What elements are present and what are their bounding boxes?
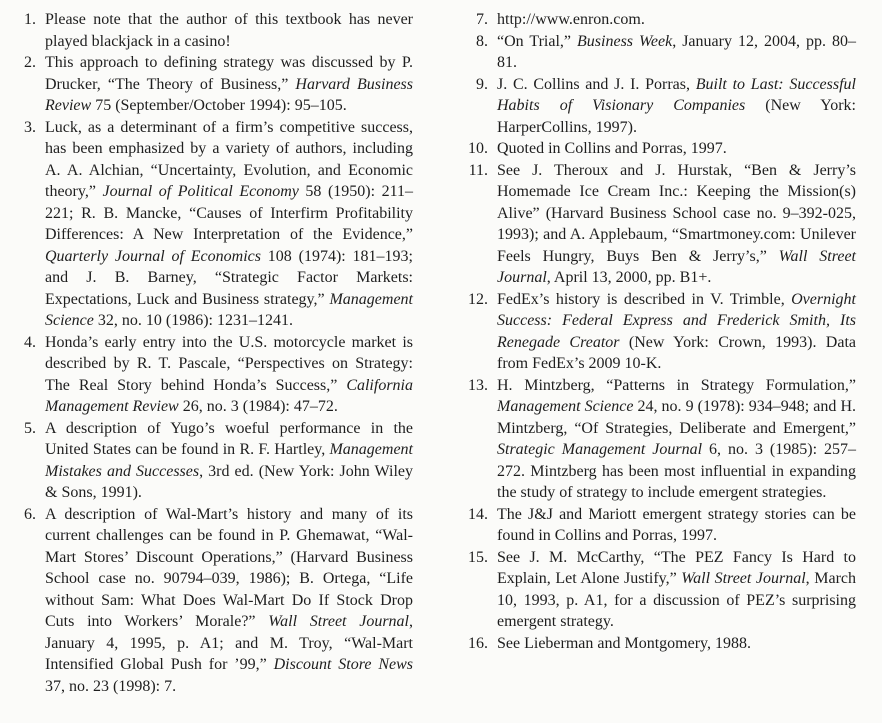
note-number: 13. bbox=[468, 376, 488, 394]
note-text-italic-segment: Wall Street Journal bbox=[268, 613, 409, 630]
note-text-segment: See J. Theroux and J. Hurstak, “Ben & Jerry’s Homemade Ice Cream Inc.: Keeping the Mission(s) Alive” (Harvard Business School case no. 9–392-025, 1993); and A. Applebaum, “Smartmoney.com: Unilever Feels Hungry, Buys Ben & Jerry’s,” bbox=[497, 161, 856, 265]
note-text-segment: Please note that the author of this textbook has never played blackjack in a casino! bbox=[45, 11, 413, 50]
note-text-segment: J. C. Collins and J. I. Porras, bbox=[497, 75, 696, 93]
note-text bbox=[497, 504, 856, 547]
note-item-15 bbox=[460, 547, 856, 633]
note-number: 10. bbox=[468, 140, 488, 157]
note-item-8 bbox=[460, 31, 856, 74]
note-number: 5. bbox=[24, 419, 36, 437]
note-item-7 bbox=[460, 9, 856, 31]
note-text-segment: See J. M. McCarthy, “The PEZ Fancy Is Hard to Explain, Let Alone Justify,” bbox=[497, 548, 856, 587]
note-text bbox=[497, 633, 856, 655]
note-number: 9. bbox=[476, 75, 488, 93]
note-text-italic-segment: Wall Street Journal bbox=[497, 247, 856, 286]
note-item-13 bbox=[460, 375, 856, 504]
note-number: 8. bbox=[476, 32, 488, 50]
note-text bbox=[497, 31, 856, 74]
note-text-segment: Quoted in Collins and Porras, 1997. bbox=[497, 140, 727, 157]
note-text-segment: , January 12, 2004, pp. 80–81. bbox=[497, 32, 856, 71]
note-text-italic-segment: Built to Last: Successful Habits of Visionary Companies bbox=[497, 75, 857, 114]
note-number: 3. bbox=[24, 118, 36, 136]
note-text-segment: , March 10, 1993, p. A1, for a discussion of PEZ’s surprising emergent strategy. bbox=[497, 570, 856, 630]
note-text-segment: The J&J and Mariott emergent strategy stories can be found in Collins and Porras, 1997. bbox=[497, 505, 856, 544]
note-number: 14. bbox=[468, 505, 488, 523]
note-item-11 bbox=[460, 160, 856, 289]
note-text-segment: 32, no. 10 (1986): 1231–1241. bbox=[93, 312, 293, 329]
note-text-segment: Honda’s early entry into the U.S. motorcycle market is described by R. T. Pascale, “Perspectives on Strategy: The Real Story behind Honda’s Success,” bbox=[45, 333, 413, 394]
note-number: 12. bbox=[468, 290, 488, 308]
note-text-segment: “On Trial,” bbox=[497, 32, 578, 50]
note-text bbox=[45, 332, 413, 418]
note-text-segment: Luck, as a determinant of a firm’s competitive success, has been emphasized by a variety of authors, including A. A. Alchian, “Uncertainty, Evolution, and Economic theory,” bbox=[45, 118, 413, 200]
note-text-italic-segment: Business Week bbox=[577, 32, 673, 50]
note-item-12 bbox=[460, 289, 856, 375]
note-text bbox=[45, 418, 413, 504]
note-text-segment: A description of Yugo’s woeful performance in the United States can be found in R. F. Hartley, bbox=[45, 419, 413, 458]
note-text-segment: 108 (1974): 181–193; and J. B. Barney, “Strategic Factor Markets: Expectations, Luck and Business strategy,” bbox=[45, 247, 413, 308]
note-item-9 bbox=[460, 74, 856, 139]
note-number: 7. bbox=[476, 11, 488, 28]
note-text bbox=[497, 375, 856, 504]
note-number: 1. bbox=[24, 11, 36, 28]
note-text-italic-segment: Overnight Success: Federal Express and Frederick Smith, Its Renegade Creator bbox=[497, 290, 856, 351]
note-number: 2. bbox=[24, 54, 36, 71]
note-text-italic-segment: California Management Review bbox=[45, 376, 413, 415]
note-number: 4. bbox=[24, 333, 36, 351]
note-item-2 bbox=[8, 52, 413, 117]
note-text bbox=[497, 9, 856, 31]
note-text bbox=[497, 547, 856, 633]
note-text-segment: , 3rd ed. (New York: John Wiley & Sons, 1991). bbox=[45, 462, 413, 501]
note-text-segment: 26, no. 3 (1984): 47–72. bbox=[178, 398, 338, 415]
note-text-italic-segment: Management Science bbox=[497, 398, 634, 415]
note-item-16 bbox=[460, 633, 856, 655]
note-text-italic-segment: Quarterly Journal of Economics bbox=[45, 247, 261, 265]
note-number: 11. bbox=[468, 161, 488, 179]
note-text-segment: 24, no. 9 (1978): 934–948; and H. Mintzberg, “Of Strategies, Deliberate and Emergent,” bbox=[497, 398, 856, 437]
note-item-14 bbox=[460, 504, 856, 547]
note-item-6 bbox=[8, 504, 413, 698]
note-text bbox=[497, 74, 856, 139]
endnotes-column-left bbox=[8, 9, 413, 723]
note-text-segment: See Lieberman and Montgomery, 1988. bbox=[497, 634, 752, 652]
note-text bbox=[45, 504, 413, 698]
note-text bbox=[497, 160, 856, 289]
note-text-segment: (New York: HarperCollins, 1997). bbox=[497, 97, 857, 136]
note-text-italic-segment: Strategic Management Journal bbox=[497, 441, 703, 458]
note-text-italic-segment: Wall Street Journal bbox=[681, 570, 806, 587]
note-item-5 bbox=[8, 418, 413, 504]
note-number: 6. bbox=[24, 505, 36, 523]
note-text bbox=[497, 138, 856, 160]
note-text bbox=[45, 9, 413, 52]
note-text-segment: 58 (1950): 211–221; R. B. Mancke, “Causes of Interfirm Profitability Differences: A New Interpretation of the Evidence,” bbox=[45, 183, 413, 243]
note-text bbox=[45, 117, 413, 332]
note-text bbox=[45, 52, 413, 117]
note-number: 16. bbox=[468, 634, 488, 652]
note-text-segment: , January 4, 1995, p. A1; and M. Troy, “Wal-Mart Intensified Global Push for ’99,” bbox=[45, 613, 413, 673]
note-text-segment: 75 (September/October 1994): 95–105. bbox=[91, 97, 347, 114]
note-text-segment: FedEx’s history is described in V. Trimble, bbox=[497, 290, 792, 308]
note-text-italic-segment: Discount Store News bbox=[273, 656, 414, 673]
note-text-segment: 37, no. 23 (1998): 7. bbox=[45, 677, 177, 695]
note-text-italic-segment: Journal of Political Economy bbox=[102, 183, 299, 200]
endnotes-column-right bbox=[460, 9, 856, 723]
note-item-4 bbox=[8, 332, 413, 418]
note-text bbox=[497, 289, 856, 375]
note-number: 15. bbox=[468, 548, 488, 566]
note-text-italic-segment: Management Mistakes and Successes bbox=[45, 441, 413, 480]
note-text-segment: H. Mintzberg, “Patterns in Strategy Formulation,” bbox=[497, 376, 856, 394]
note-text-segment: http://www.enron.com. bbox=[497, 11, 645, 28]
note-text-segment: A description of Wal-Mart’s history and many of its current challenges can be found in P. Ghemawat, “Wal-Mart Stores’ Discount Operations,” (Harvard Business School case no. 90794–039, 1986); B. Ortega, “Life without Sam: What Does Wal-Mart Do If Stock Drop Cuts into Workers’ Morale?” bbox=[45, 505, 413, 630]
note-item-1 bbox=[8, 9, 413, 52]
note-item-10 bbox=[460, 138, 856, 160]
note-text-italic-segment: Harvard Business Review bbox=[45, 75, 414, 114]
note-item-3 bbox=[8, 117, 413, 332]
note-text-segment: (New York: Crown, 1993). Data from FedEx’s 2009 10-K. bbox=[497, 333, 857, 372]
note-text-italic-segment: Management Science bbox=[45, 290, 413, 329]
note-text-segment: This approach to defining strategy was discussed by P. Drucker, “The Theory of Business,” bbox=[45, 54, 413, 93]
note-text-segment: 6, no. 3 (1985): 257–272. Mintzberg has been most influential in expanding the study of strategy to include emergent strategies. bbox=[497, 441, 856, 501]
note-text-segment: , April 13, 2000, pp. B1+. bbox=[546, 269, 712, 286]
